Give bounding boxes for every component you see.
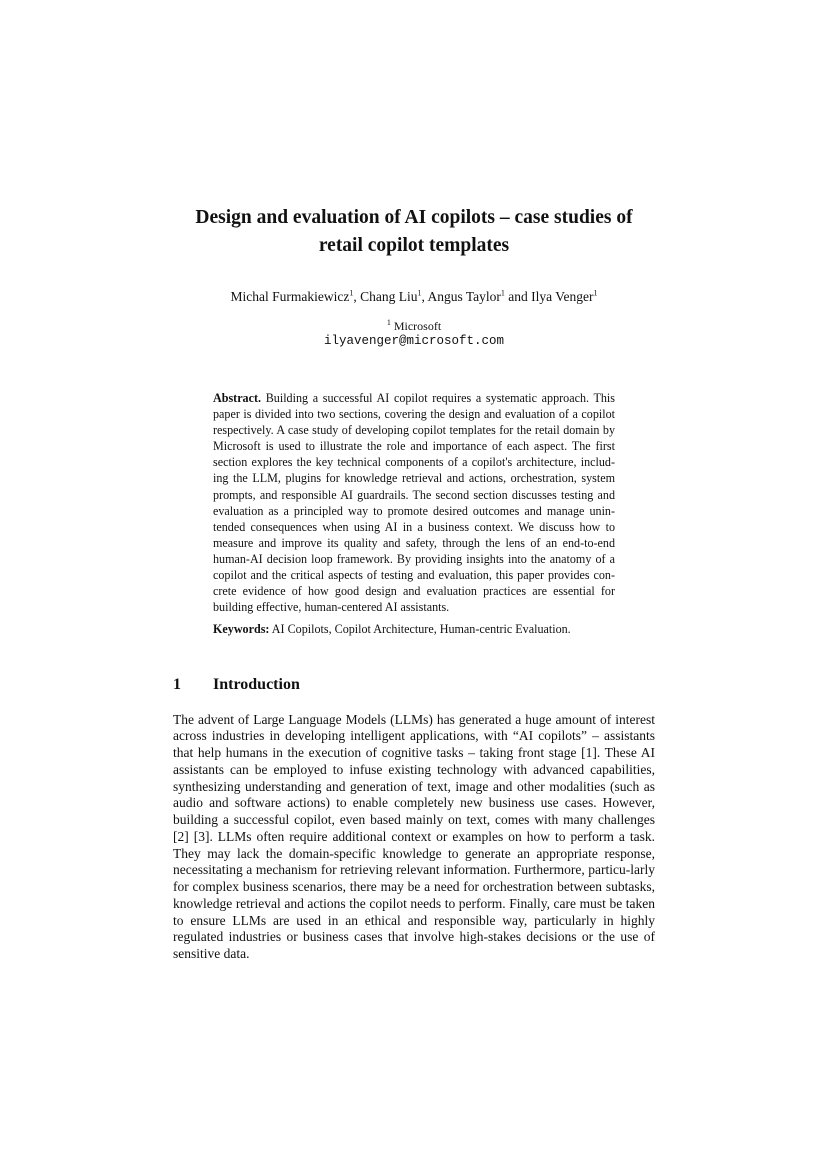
author-separator: and	[504, 289, 532, 304]
author-list	[150, 288, 678, 306]
author-separator: ,	[353, 289, 361, 304]
abstract-text: Building a successful AI copilot requires a systematic approach. This paper is divided into two sections, covering the design and evaluation of a copilot respectively. A case study of developing copilot templates for the retail domain by Microsoft is used to illustrate the role and importance of each aspect. The first section explores the key technical components of a copilot's architecture, includ-ing the LLM, plugins for knowledge retrieval and actions, orchestration, system prompts, and responsible AI guardrails. The second section discusses testing and evaluation as a principled way to promote desired outcomes and manage unin-tended consequences when using AI in a business context. We discuss how to measure and improve its quality and safety, through the lens of an end-to-end human-AI decision loop framework. By providing insights into the anatomy of a copilot and the critical aspects of testing and evaluation, this paper provides con-crete evidence of how good design and evaluation practices are essential for building effective, human-centered AI assistants.	[213, 391, 615, 615]
affiliation-mark: 1	[386, 318, 391, 327]
author-affiliation-mark: 1	[417, 288, 422, 298]
author-name: Michal Furmakiewicz	[230, 289, 350, 304]
affiliation	[150, 318, 678, 334]
author-separator: ,	[421, 289, 428, 304]
abstract	[213, 390, 615, 615]
paper-title-line-2: retail copilot templates	[318, 235, 510, 256]
abstract-label: Abstract.	[213, 391, 262, 405]
keywords-text: AI Copilots, Copilot Architecture, Human-centric Evaluation.	[271, 622, 571, 636]
section-number: 1	[173, 676, 181, 694]
author-affiliation-mark: 1	[349, 288, 354, 298]
section-heading	[173, 675, 300, 695]
author-affiliation-mark: 1	[500, 288, 505, 298]
author-name: Chang Liu	[360, 289, 418, 304]
author-name: Ilya Venger	[531, 289, 594, 304]
author-affiliation-mark: 1	[593, 288, 598, 298]
keywords	[213, 621, 615, 637]
section-title: Introduction	[213, 676, 300, 694]
contact-email[interactable]: ilyavenger@microsoft.com	[323, 334, 505, 348]
affiliation-name: Microsoft	[393, 319, 442, 333]
paper-title-line-1: Design and evaluation of AI copilots – case studies of	[195, 207, 633, 228]
keywords-label: Keywords:	[213, 622, 270, 636]
introduction-paragraph: The advent of Large Language Models (LLMs) has generated a huge amount of interest across industries in developing intelligent applications, with “AI copilots” – assistants that help humans in the execution of cognitive tasks – taking front stage [1]. These AI assistants can be employed to infuse existing technology with advanced capabilities, synthesizing understanding and generation of text, image and other modalities (such as audio and software actions) to enable completely new business use cases. However, building a successful copilot, even based mainly on text, comes with many challenges [2] [3]. LLMs often require additional context or examples on how to perform a task. They may lack the domain-specific knowledge to generate an appropriate response, necessitating a mechanism for retrieving relevant information. Furthermore, particu-larly for complex business scenarios, there may be a need for orchestration between subtasks, knowledge retrieval and actions the copilot needs to perform. Finally, care must be taken to ensure LLMs are used in an ethical and responsible way, particularly in highly regulated industries or business cases that involve high-stakes decisions or the use of sensitive data.	[173, 711, 655, 961]
author-name: Angus Taylor	[427, 289, 501, 304]
paper-title	[150, 204, 678, 260]
